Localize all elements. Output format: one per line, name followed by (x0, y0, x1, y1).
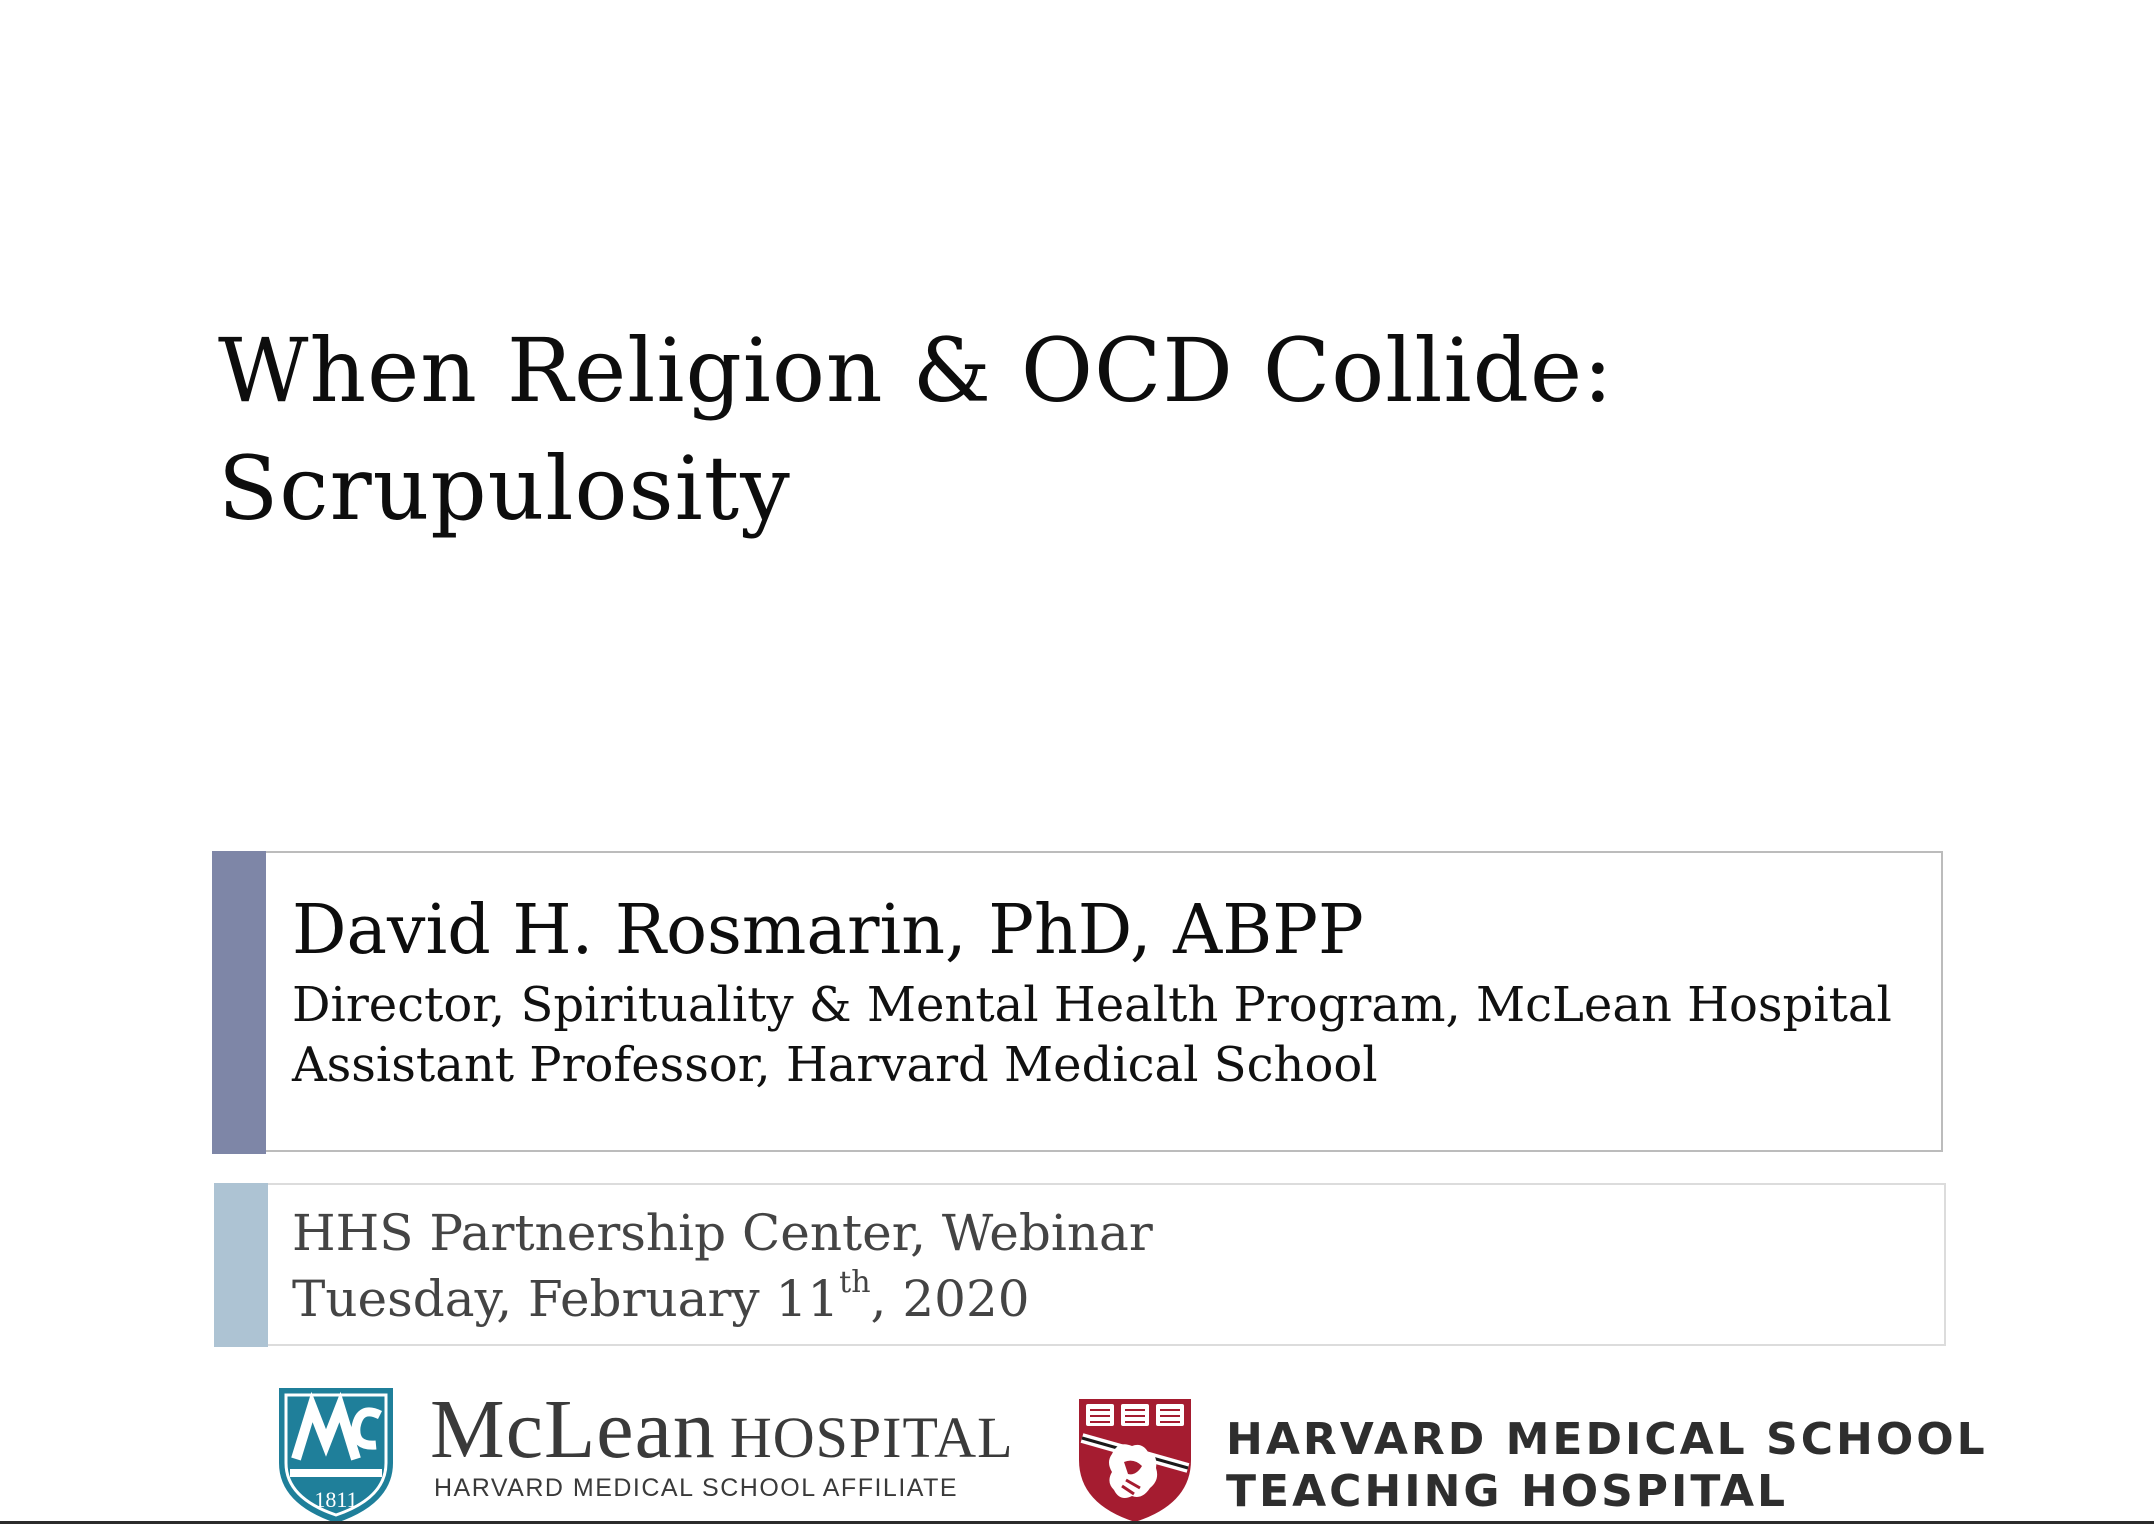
mclean-hospital-word: HOSPITAL (729, 1405, 1014, 1470)
presenter-role-1: Director, Spirituality & Mental Health Program, McLean Hospital (292, 977, 1892, 1033)
event-date-suffix: th (839, 1265, 871, 1301)
title-line-2: Scrupulosity (218, 437, 791, 540)
event-date (292, 1267, 1030, 1331)
event-date-year: , 2020 (870, 1270, 1030, 1328)
mclean-name: McLean (430, 1383, 716, 1476)
event-date-prefix: Tuesday, February 11 (292, 1270, 840, 1328)
mclean-hospital-logo (276, 1385, 1036, 1524)
mclean-affiliate-text: HARVARD MEDICAL SCHOOL AFFILIATE (434, 1474, 959, 1502)
presenter-name: David H. Rosmarin, PhD, ABPP (292, 891, 1364, 970)
presenter-box (212, 851, 1943, 1152)
mclean-wordmark (430, 1381, 1014, 1478)
title-line-1: When Religion & OCD Collide: (218, 319, 1614, 422)
harvard-shield-icon (1076, 1396, 1194, 1524)
mclean-shield-icon (276, 1385, 396, 1524)
event-box (214, 1183, 1946, 1346)
svg-text:1811: 1811 (314, 1487, 358, 1512)
presenter-role-2: Assistant Professor, Harvard Medical School (292, 1037, 1378, 1093)
harvard-teaching-hospital-logo (1076, 1396, 1988, 1524)
event-accent-bar (214, 1183, 268, 1347)
harvard-line-1: HARVARD MEDICAL SCHOOL (1226, 1414, 1988, 1465)
presenter-accent-bar (212, 851, 266, 1154)
harvard-line-2: TEACHING HOSPITAL (1226, 1466, 1789, 1517)
slide-title (218, 312, 2018, 548)
event-name: HHS Partnership Center, Webinar (292, 1204, 1153, 1262)
